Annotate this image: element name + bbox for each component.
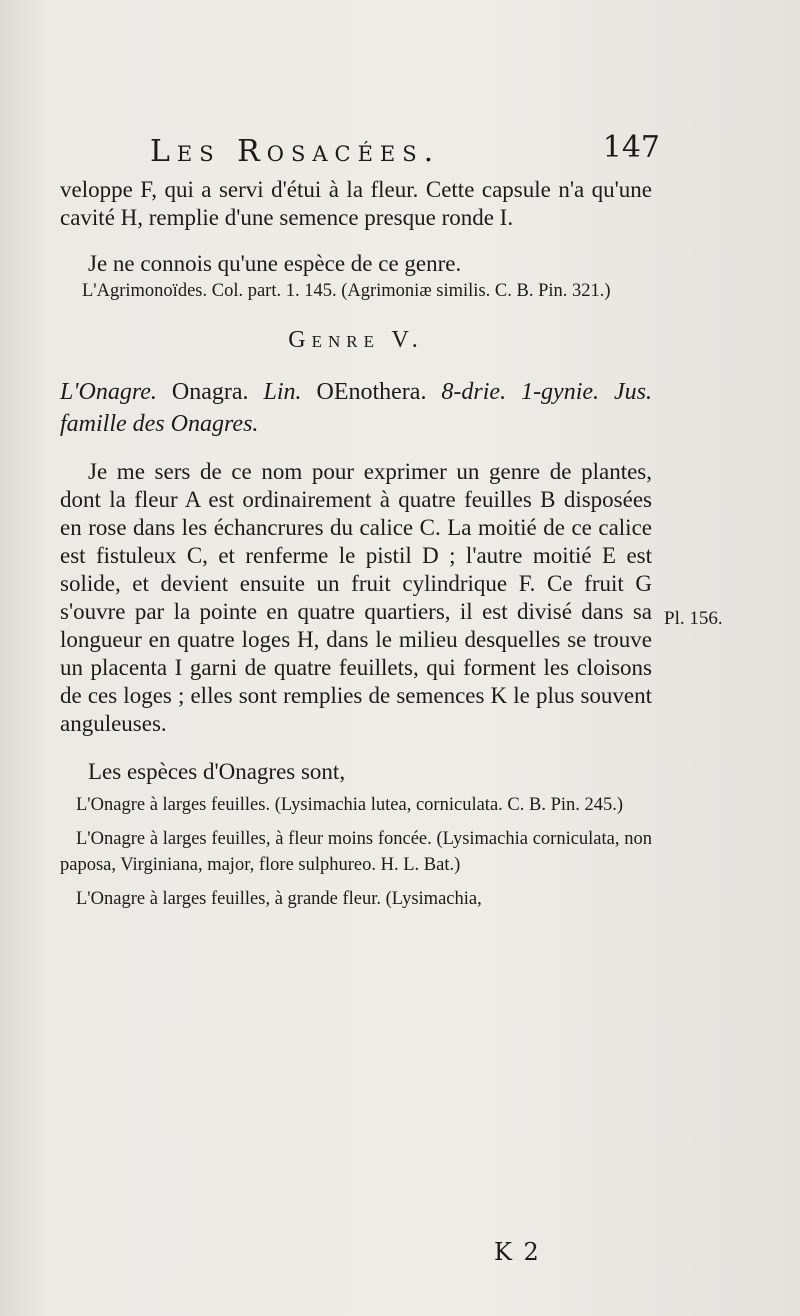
species-item: L'Onagre à larges feuilles, à grande fleur. (Lysimachia, [76, 889, 482, 909]
paragraph-genre-description: Je me sers de ce nom pour exprimer un genre de plantes, dont la fleur A est ordinairement à quatre feuilles B disposées en rose dans les échancrures du calice C. La moitié de ce calice est fistuleux C, et renferme le pistil D ; l'autre moitié E est solide, et devient ensuite un fruit cylindrique F. Ce fruit G s'ouvre par la pointe en quatre quartiers, il est divisé dans sa longueur en quatre loges H, dans le milieu desquelles se trouve un placenta I garni de quatre feuillets, qui forment les cloisons de ces loges ; elles sont remplies de semences K le plus souvent anguleuses. [60, 459, 652, 736]
genre-title-class: 8-drie. [441, 379, 507, 405]
genre-title-jus: Jus. [614, 379, 653, 405]
genre-heading: Genre V. [288, 327, 424, 353]
genre-title-space-2 [599, 379, 614, 405]
running-title: Les Rosacées. [150, 134, 441, 169]
genre-title-french: L'Onagre. [60, 379, 157, 405]
signature-mark: K 2 [494, 1238, 541, 1266]
paragraph-continuation: veloppe F, qui a servi d'étui à la fleur. Cette capsule n'a qu'une cavité H, remplie d'une semence presque ronde I. [60, 177, 652, 230]
species-item: L'Onagre à larges feuilles. (Lysimachia lutea, corniculata. C. B. Pin. 245.) [76, 795, 624, 815]
genre-title-family: famille des Onagres. [60, 411, 259, 437]
genre-title-linnaean: OEnothera. [301, 379, 442, 405]
page-number: 147 [602, 130, 660, 165]
genre-title-order: 1-gynie. [521, 379, 600, 405]
genre-title [60, 376, 652, 440]
body-text [60, 176, 652, 920]
species-item: L'Onagre à larges feuilles, à fleur moins foncée. (Lysimachia corniculata, non paposa, Virginiana, major, flore sulphureo. H. L. Bat.) [60, 829, 652, 875]
margin-plate-reference: Pl. 156. [664, 608, 723, 629]
genre-title-latin: Onagra. [156, 379, 264, 405]
genre-title-space [506, 379, 521, 405]
species-intro: Les espèces d'Onagres sont, [88, 759, 346, 784]
paragraph-species-count: Je ne connois qu'une espèce de ce genre. [88, 251, 462, 276]
page-header [150, 128, 660, 172]
genre-title-lin: Lin. [263, 379, 302, 405]
citation-agrimonoides: L'Agrimonoïdes. Col. part. 1. 145. (Agrimoniæ similis. C. B. Pin. 321.) [82, 281, 611, 301]
